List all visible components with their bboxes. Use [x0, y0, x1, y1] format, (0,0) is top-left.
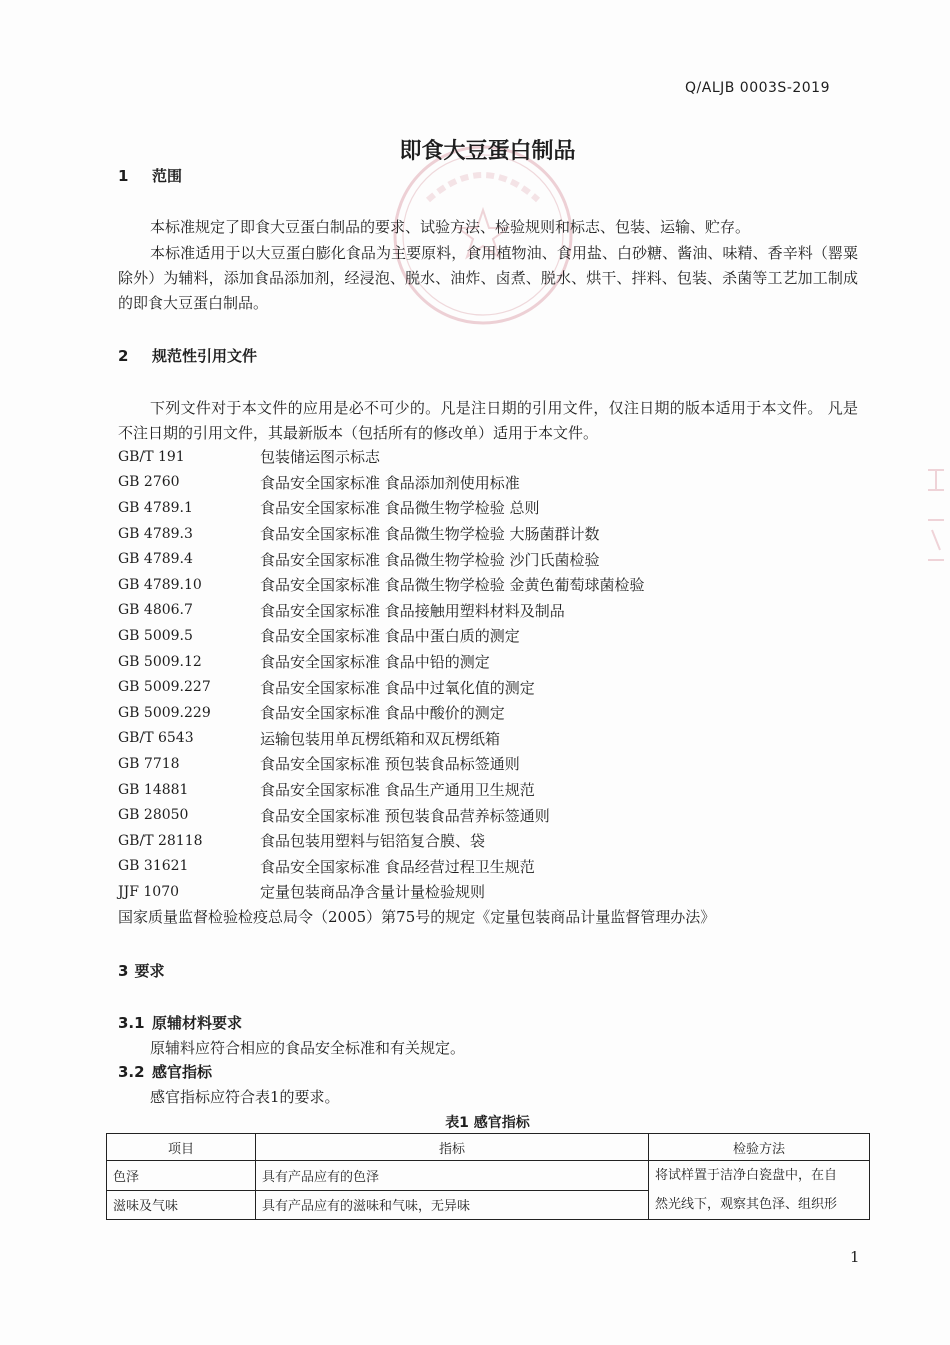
reference-item: [118, 572, 858, 598]
sensory-table: [106, 1133, 870, 1220]
column-header: 检验方法: [649, 1134, 870, 1161]
reference-item: [118, 674, 858, 700]
section-title: 范围: [152, 167, 183, 185]
reference-code: GB 31621: [118, 858, 189, 875]
column-header: 项目: [107, 1134, 256, 1161]
reference-title: 食品包装用塑料与铝箔复合膜、袋: [260, 832, 486, 851]
method-line: 将试样置于洁净白瓷盘中，在自: [655, 1168, 838, 1183]
table-cell-indicator: 具有产品应有的滋味和气味，无异味: [256, 1190, 649, 1220]
reference-title: 食品安全国家标准 食品生产通用卫生规范: [260, 781, 535, 800]
section-number: 1: [118, 167, 129, 185]
reference-code: GB/T 28118: [118, 832, 203, 849]
reference-title: 食品安全国家标准 食品接触用塑料材料及制品: [260, 601, 565, 620]
column-header: 指标: [256, 1134, 649, 1161]
reference-code: GB 4789.1: [118, 499, 193, 516]
reference-title: 包装储运图示标志: [260, 448, 381, 467]
sensory-text: 感官指标应符合表1的要求。: [150, 1088, 340, 1106]
reference-item: [118, 726, 858, 752]
reference-title: 食品安全国家标准 食品微生物学检验 沙门氏菌检验: [260, 550, 600, 569]
reference-title: 运输包装用单瓦楞纸箱和双瓦楞纸箱: [260, 729, 501, 748]
reference-code: GB 5009.229: [118, 704, 211, 721]
section-title: 原辅材料要求: [152, 1014, 243, 1032]
scope-paragraph-1: 本标准规定了即食大豆蛋白制品的要求、试验方法、检验规则和标志、包装、运输、贮存。: [150, 218, 751, 236]
reference-item: [118, 777, 858, 803]
reference-code: GB 28050: [118, 807, 189, 824]
document-title: 即食大豆蛋白制品: [399, 139, 576, 164]
reference-code: GB 14881: [118, 781, 189, 798]
section-number: 3: [118, 962, 129, 980]
table-cell-indicator: 具有产品应有的色泽: [256, 1161, 649, 1191]
reference-code: GB/T 191: [118, 448, 185, 465]
section-number: 3.2: [118, 1063, 145, 1081]
reference-title: 食品安全国家标准 食品添加剂使用标准: [260, 473, 520, 492]
reference-item: [118, 854, 858, 880]
reference-item: [118, 649, 858, 675]
reference-title: 食品安全国家标准 食品微生物学检验 大肠菌群计数: [260, 525, 600, 544]
reference-item: [118, 470, 858, 496]
reference-title: 食品安全国家标准 食品中酸价的测定: [260, 704, 505, 723]
edge-stamp-icon: [922, 460, 950, 580]
section-number: 3.1: [118, 1014, 145, 1032]
section-2-heading: [118, 345, 257, 366]
reference-item: [118, 546, 858, 572]
reference-item: [118, 700, 858, 726]
reference-item: [118, 521, 858, 547]
reference-title: 食品安全国家标准 食品中蛋白质的测定: [260, 627, 520, 646]
reference-code: GB 5009.227: [118, 679, 211, 696]
reference-title: 食品安全国家标准 食品经营过程卫生规范: [260, 857, 535, 876]
table-row: [107, 1161, 870, 1191]
reference-item: [118, 623, 858, 649]
reference-code: GB 4789.10: [118, 576, 202, 593]
reference-title: 定量包装商品净含量计量检验规则: [260, 883, 486, 902]
reference-code: GB 4806.7: [118, 602, 193, 619]
reference-item: [118, 802, 858, 828]
reference-title: 食品安全国家标准 食品中铅的测定: [260, 653, 490, 672]
reference-code: GB 4789.4: [118, 551, 193, 568]
reference-item: [118, 495, 858, 521]
table-cell-method: [649, 1161, 870, 1220]
section-title: 要求: [134, 962, 165, 980]
section-title: 感官指标: [152, 1063, 213, 1081]
reference-title: 食品安全国家标准 预包装食品营养标签通则: [260, 806, 550, 825]
reference-title: 食品安全国家标准 预包装食品标签通则: [260, 755, 520, 774]
section-3-heading: [118, 960, 164, 981]
references-intro: 下列文件对于本文件的应用是必不可少的。凡是注日期的引用文件，仅注日期的版本适用于本文件。 凡是不注日期的引用文件，其最新版本（包括所有的修改单）适用于本文件。: [118, 399, 858, 442]
page-number: 1: [850, 1248, 860, 1266]
table-cell-item: 色泽: [107, 1161, 256, 1191]
reference-item: [118, 879, 858, 905]
reference-item: [118, 444, 858, 470]
section-title: 规范性引用文件: [152, 347, 258, 365]
method-line: 然光线下，观察其色泽、组织形: [655, 1197, 838, 1212]
table-caption: 表1 感官指标: [445, 1115, 530, 1131]
reference-code: JJF 1070: [118, 883, 180, 900]
reference-code: GB 7718: [118, 755, 180, 772]
raw-materials-text: 原辅料应符合相应的食品安全标准和有关规定。: [150, 1039, 466, 1057]
decree-reference: 国家质量监督检验检疫总局令（2005）第75号的规定《定量包装商品计量监督管理办法》: [118, 908, 716, 926]
reference-code: GB 2760: [118, 474, 180, 491]
reference-list: [118, 444, 858, 905]
section-3-2-heading: [118, 1061, 212, 1082]
reference-code: GB/T 6543: [118, 730, 194, 747]
scope-paragraph-2: 本标准适用于以大豆蛋白膨化食品为主要原料，食用植物油、食用盐、白砂糖、酱油、味精、香辛料（罂粟除外）为辅料，添加食品添加剂，经浸泡、脱水、油炸、卤煮、脱水、烘干、拌料、包装、杀菌等工艺加工制成的即食大豆蛋白制品。: [118, 244, 858, 312]
reference-item: [118, 828, 858, 854]
reference-title: 食品安全国家标准 食品微生物学检验 总则: [260, 499, 540, 518]
reference-code: GB 5009.12: [118, 653, 202, 670]
document-code: Q/ALJB 0003S-2019: [685, 80, 830, 96]
reference-code: GB 4789.3: [118, 525, 193, 542]
section-3-1-heading: [118, 1012, 242, 1033]
table-header-row: [107, 1134, 870, 1161]
reference-code: GB 5009.5: [118, 627, 193, 644]
reference-item: [118, 751, 858, 777]
section-number: 2: [118, 347, 129, 365]
reference-item: [118, 598, 858, 624]
reference-title: 食品安全国家标准 食品中过氧化值的测定: [260, 678, 535, 697]
reference-title: 食品安全国家标准 食品微生物学检验 金黄色葡萄球菌检验: [260, 576, 645, 595]
table-cell-item: 滋味及气味: [107, 1190, 256, 1220]
section-1-heading: [118, 165, 182, 186]
